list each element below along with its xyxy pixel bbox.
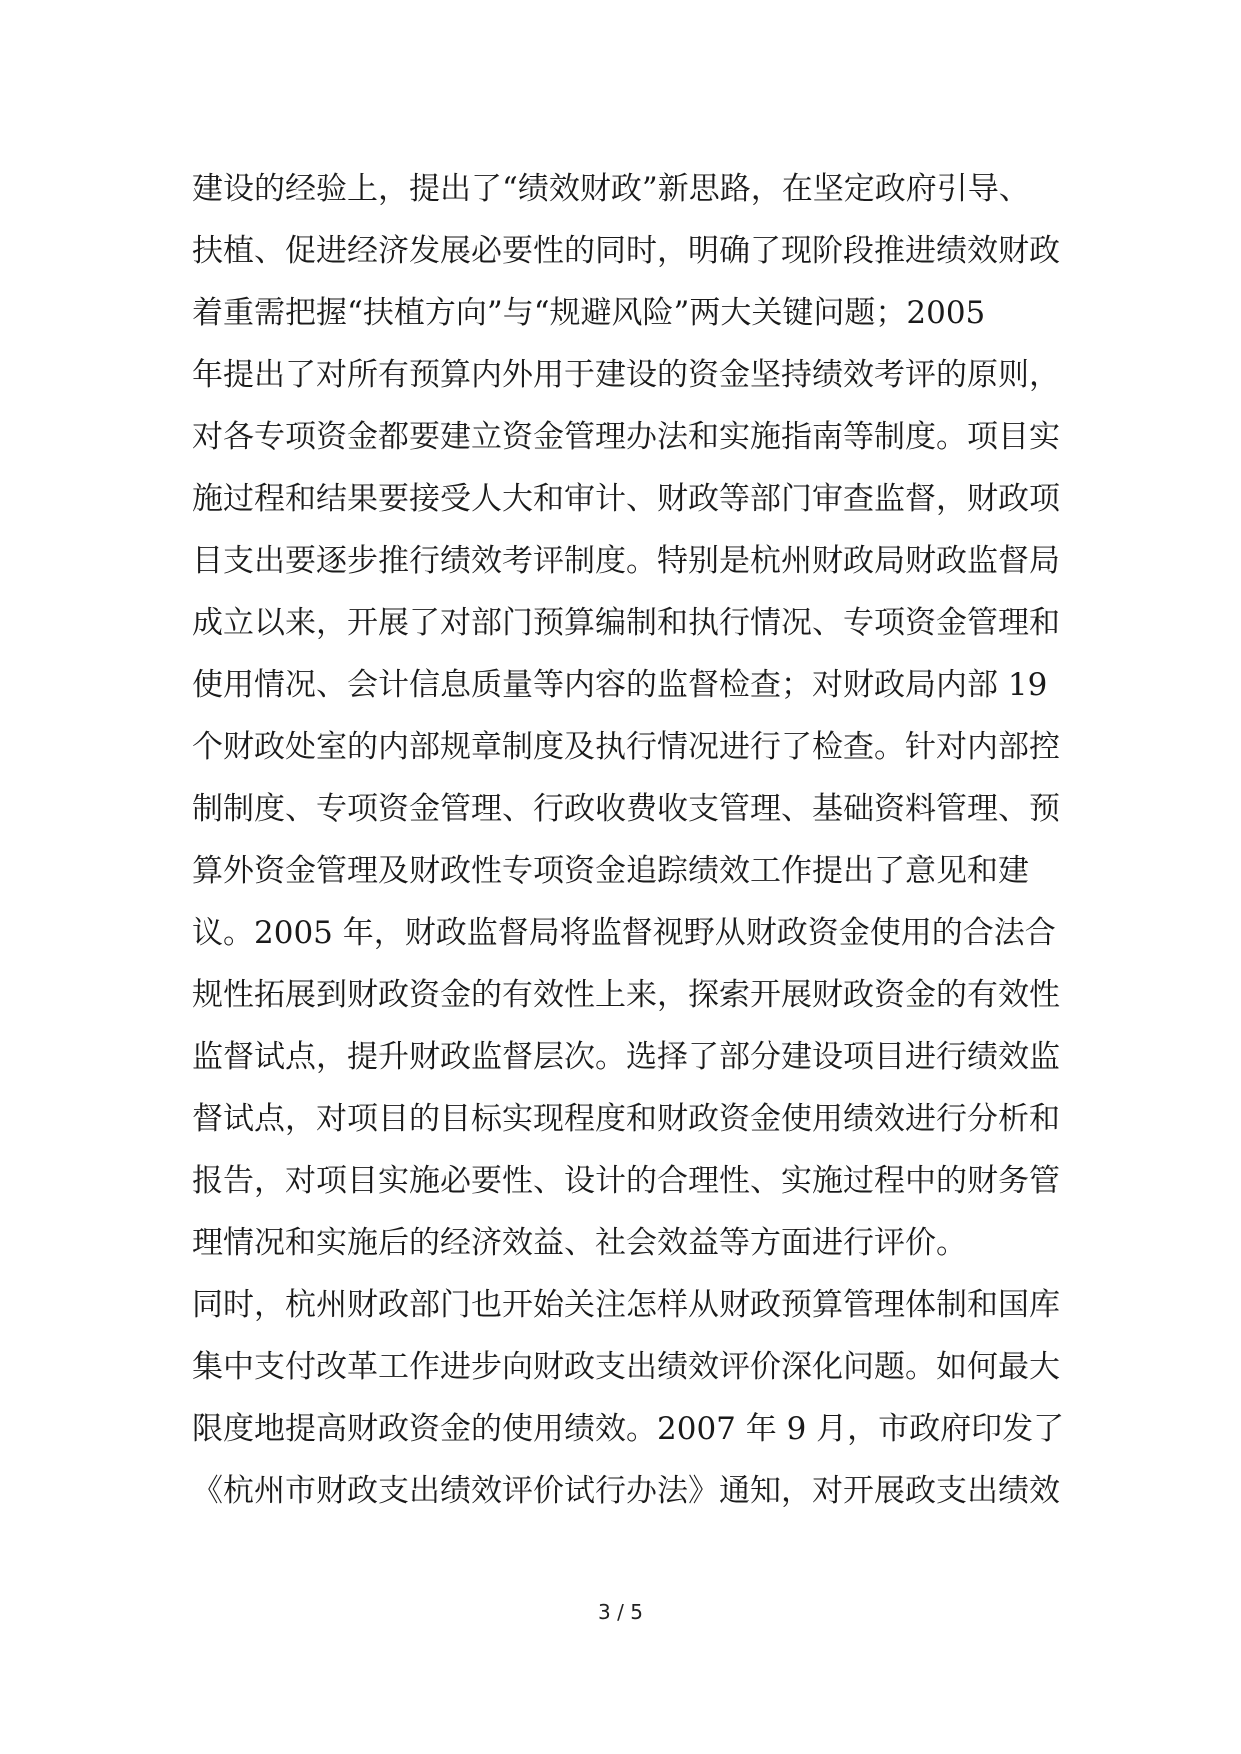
text-line: 目支出要逐步推行绩效考评制度。特别是杭州财政局财政监督局: [192, 543, 1060, 579]
text-line: 监督试点，提升财政监督层次。选择了部分建设项目进行绩效监: [192, 1039, 1060, 1075]
text-line: 议。2005 年，财政监督局将监督视野从财政资金使用的合法合: [192, 915, 1056, 951]
text-line: 同时，杭州财政部门也开始关注怎样从财政预算管理体制和国库: [192, 1287, 1060, 1323]
text-line: 督试点，对项目的目标实现程度和财政资金使用绩效进行分析和: [192, 1101, 1060, 1137]
text-line: 施过程和结果要接受人大和审计、财政等部门审查监督，财政项: [192, 481, 1060, 517]
text-line: 集中支付改革工作进步向财政支出绩效评价深化问题。如何最大: [192, 1349, 1060, 1385]
text-line: 建设的经验上，提出了“绩效财政”新思路，在坚定政府引导、: [192, 171, 1030, 207]
text-line: 理情况和实施后的经济效益、社会效益等方面进行评价。: [192, 1225, 967, 1261]
text-line: 限度地提高财政资金的使用绩效。2007 年 9 月，市政府印发了: [192, 1411, 1065, 1447]
text-line: 扶植、促进经济发展必要性的同时，明确了现阶段推进绩效财政: [192, 233, 1060, 269]
text-line: 规性拓展到财政资金的有效性上来，探索开展财政资金的有效性: [192, 977, 1060, 1013]
text-line: 成立以来，开展了对部门预算编制和执行情况、专项资金管理和: [192, 605, 1060, 641]
text-line: 算外资金管理及财政性专项资金追踪绩效工作提出了意见和建: [192, 853, 1029, 889]
text-line: 对各专项资金都要建立资金管理办法和实施指南等制度。项目实: [192, 419, 1060, 455]
text-line: 个财政处室的内部规章制度及执行情况进行了检查。针对内部控: [192, 729, 1060, 765]
text-line: 使用情况、会计信息质量等内容的监督检查；对财政局内部 19: [192, 667, 1048, 703]
text-line: 年提出了对所有预算内外用于建设的资金坚持绩效考评的原则，: [192, 357, 1060, 393]
text-line: 制制度、专项资金管理、行政收费收支管理、基础资料管理、预: [192, 791, 1060, 827]
text-line: 《杭州市财政支出绩效评价试行办法》通知，对开展政支出绩效: [192, 1473, 1060, 1509]
page-number: 3 / 5: [598, 1600, 643, 1624]
document-body: [192, 158, 1072, 1522]
text-line: 着重需把握“扶植方向”与“规避风险”两大关键问题；2005: [192, 295, 986, 331]
text-line: 报告，对项目实施必要性、设计的合理性、实施过程中的财务管: [192, 1163, 1060, 1199]
